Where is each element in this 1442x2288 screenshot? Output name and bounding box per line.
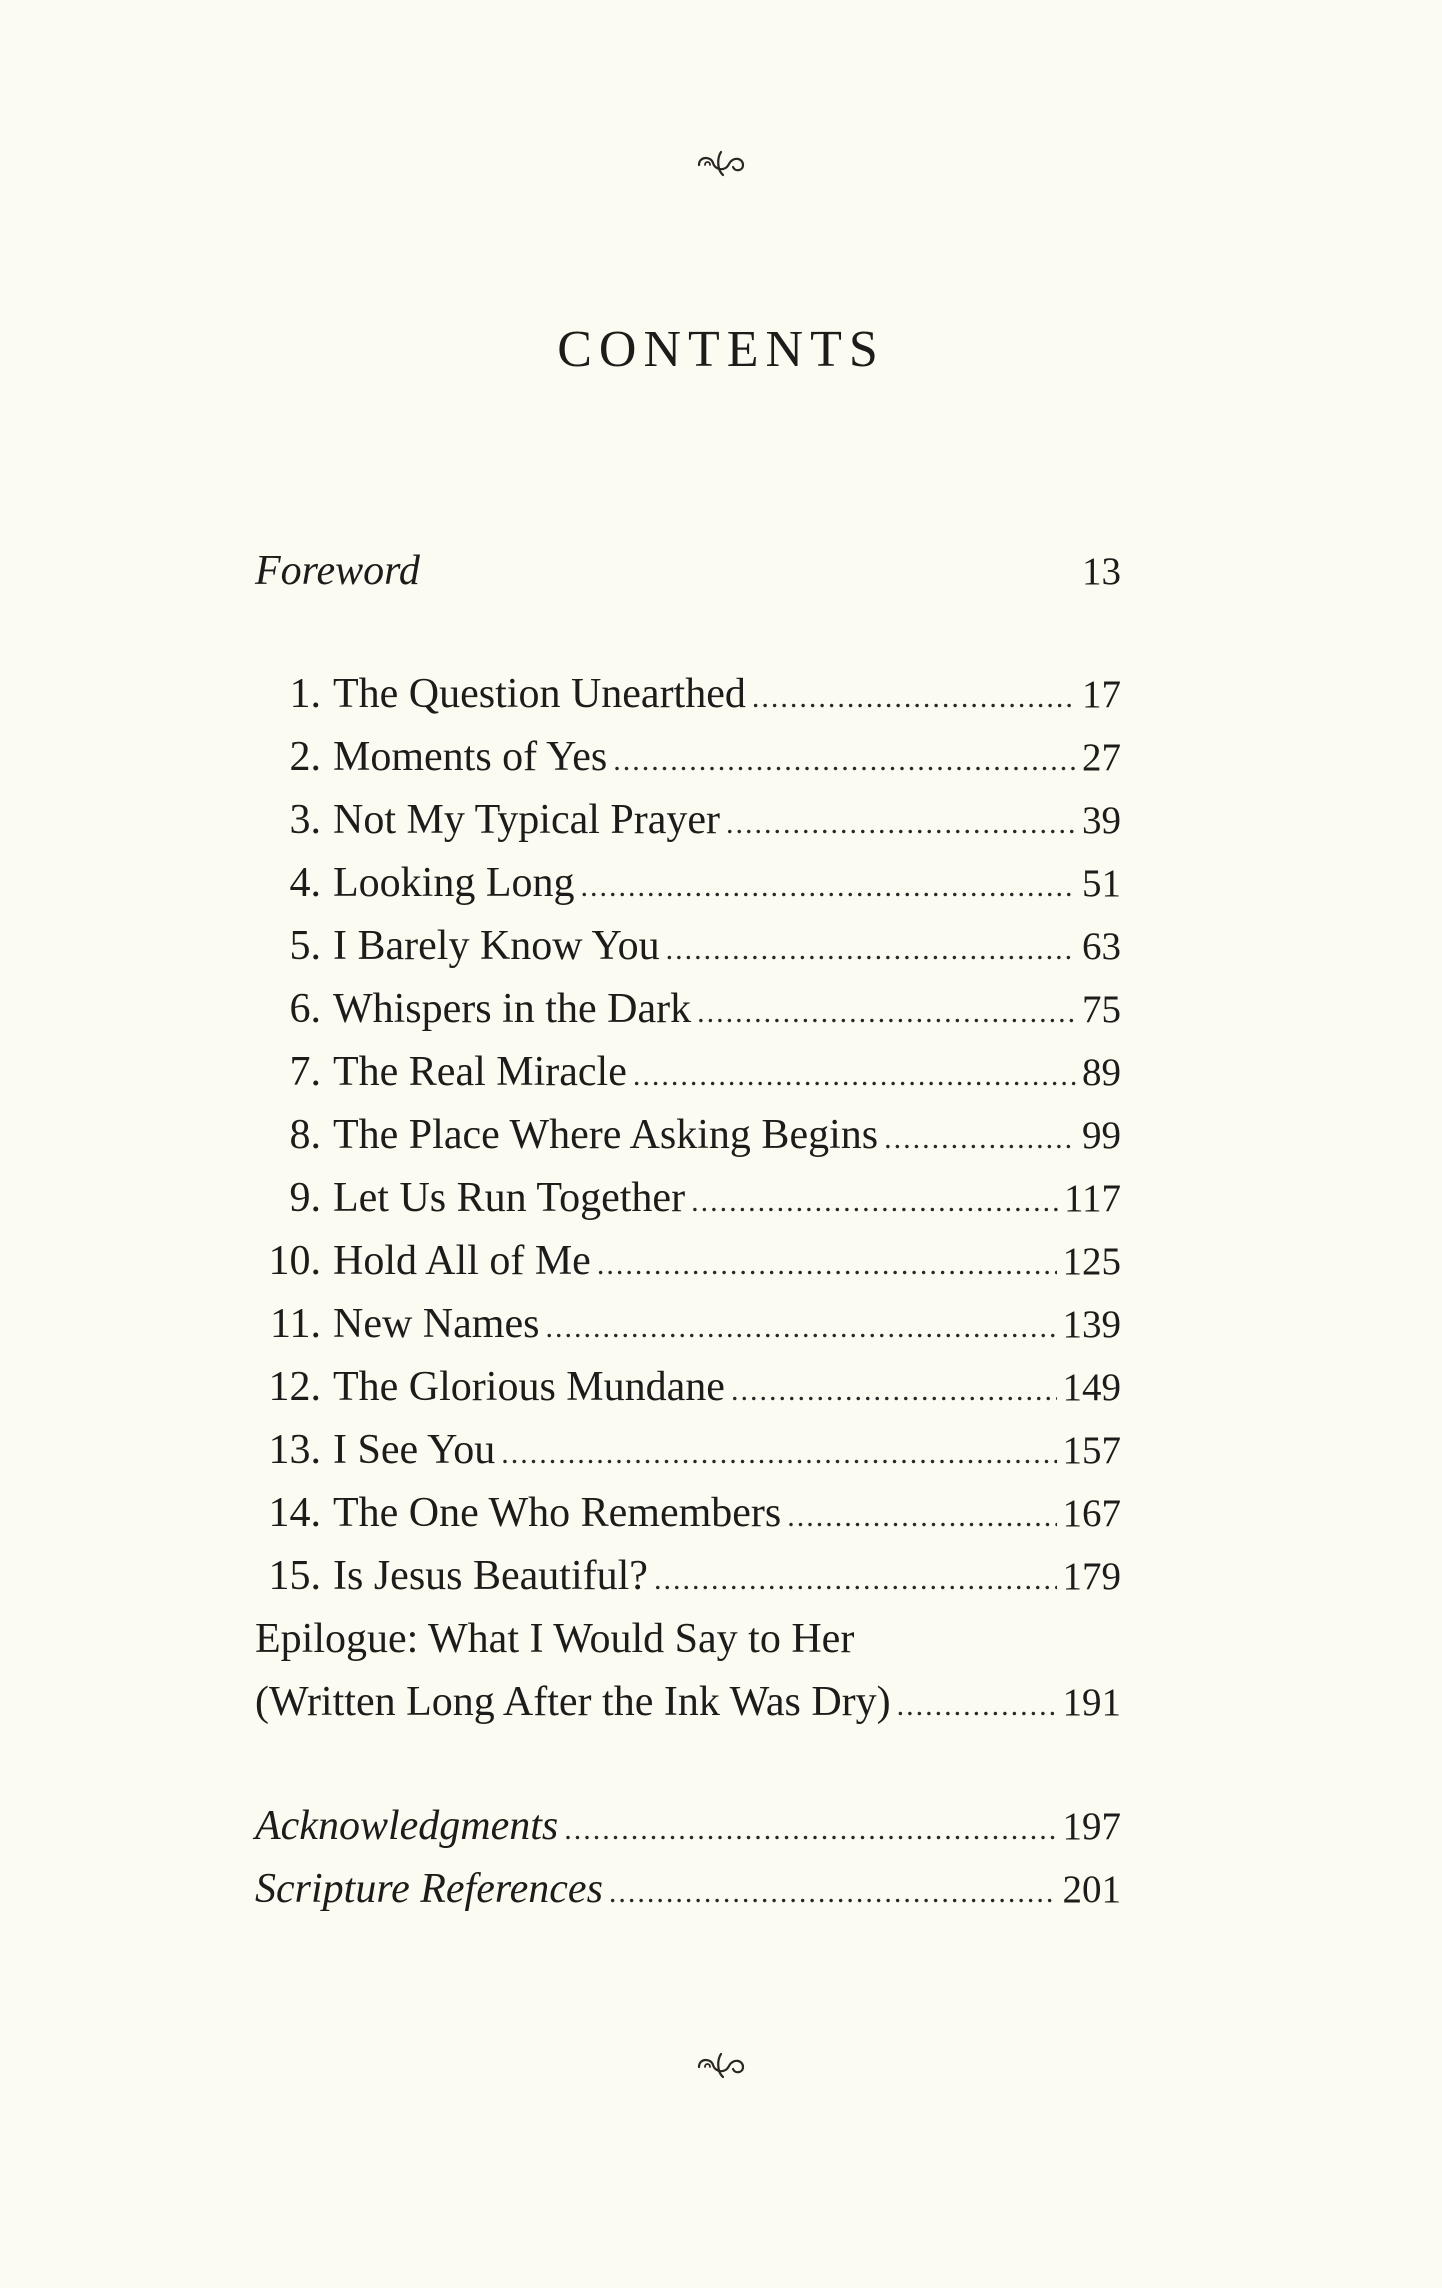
toc-entry-chapter[interactable] (255, 915, 1121, 978)
toc-entry-title: Let Us Run Together (333, 1175, 686, 1221)
toc-entry-title: Scripture References (255, 1866, 603, 1912)
dot-leader (884, 1107, 1076, 1170)
dot-leader (897, 1674, 1057, 1737)
dot-leader (609, 1861, 1057, 1924)
toc-entry-epilogue-line2[interactable] (255, 1671, 1121, 1734)
chapter-number: 6. (289, 986, 321, 1032)
toc-entry-page: 13 (1082, 550, 1121, 593)
dot-leader (654, 1548, 1057, 1611)
toc-entry-title: Epilogue: What I Would Say to Her (255, 1616, 855, 1662)
chapter-number: 14. (268, 1490, 321, 1536)
chapter-number: 15. (268, 1553, 321, 1599)
dot-leader (787, 1485, 1056, 1548)
toc-entry-chapter[interactable] (255, 1419, 1121, 1482)
toc-entry-foreword[interactable] (255, 540, 1121, 603)
chapter-number: 7. (289, 1049, 321, 1095)
toc-entry-page: 17 (1082, 673, 1121, 716)
toc-entry-page: 99 (1082, 1114, 1121, 1157)
bottom-ornament (0, 2050, 1442, 2085)
toc-entry-title: Foreword (255, 548, 420, 594)
toc-entry-page: 201 (1062, 1868, 1121, 1911)
toc-entry-title: The Glorious Mundane (333, 1364, 725, 1410)
toc-entry-chapter[interactable] (255, 726, 1121, 789)
dot-leader (731, 1359, 1057, 1422)
toc-entry-title: Not My Typical Prayer (333, 797, 721, 843)
dot-leader (580, 855, 1076, 918)
toc-entry-title: Is Jesus Beautiful? (333, 1553, 648, 1599)
chapter-number: 9. (289, 1175, 321, 1221)
toc-entry-chapter[interactable] (255, 1545, 1121, 1608)
toc-entry-acknowledgments[interactable] (255, 1795, 1121, 1858)
chapter-number: 2. (289, 734, 321, 780)
chapter-number: 8. (289, 1112, 321, 1158)
chapter-number: 12. (268, 1364, 321, 1410)
chapter-number: 11. (270, 1301, 321, 1347)
dot-leader (501, 1422, 1056, 1485)
toc-entry-page: 191 (1062, 1681, 1121, 1724)
toc-entry-chapter[interactable] (255, 789, 1121, 852)
chapter-number: 1. (289, 671, 321, 717)
dot-leader (752, 666, 1076, 729)
toc-entry-chapter[interactable] (255, 1167, 1121, 1230)
toc-entry-title: Moments of Yes (333, 734, 608, 780)
dot-leader (726, 792, 1076, 855)
chapter-list (255, 663, 1121, 1734)
toc-entry-title: I Barely Know You (333, 923, 660, 969)
page-title: CONTENTS (557, 321, 885, 378)
front-matter-list (255, 540, 1121, 603)
toc-entry-title: Hold All of Me (333, 1238, 591, 1284)
toc-entry-chapter[interactable] (255, 663, 1121, 726)
toc-entry-chapter[interactable] (255, 1230, 1121, 1293)
toc-entry-page: 149 (1062, 1366, 1121, 1409)
toc-entry-page: 157 (1062, 1429, 1121, 1472)
toc-entry-title: The One Who Remembers (333, 1490, 782, 1536)
toc-entry-page: 63 (1082, 925, 1121, 968)
toc-entry-page: 125 (1062, 1240, 1121, 1283)
toc-entry-chapter[interactable] (255, 978, 1121, 1041)
chapter-number: 13. (268, 1427, 321, 1473)
chapter-number: 4. (289, 860, 321, 906)
toc-entry-page: 167 (1062, 1492, 1121, 1535)
back-matter-list (255, 1795, 1121, 1921)
dot-leader (545, 1296, 1056, 1359)
toc-entry-chapter[interactable] (255, 1293, 1121, 1356)
dot-leader (666, 918, 1076, 981)
toc-entry-epilogue-line1[interactable] (255, 1608, 1121, 1671)
toc-entry-title: I See You (333, 1427, 496, 1473)
dot-leader (691, 1170, 1058, 1233)
top-ornament (0, 148, 1442, 183)
toc-entry-title: New Names (333, 1301, 540, 1347)
toc-entry-title: The Question Unearthed (333, 671, 746, 717)
toc-entry-title: The Place Where Asking Begins (333, 1112, 879, 1158)
toc-entry-page: 197 (1062, 1805, 1121, 1848)
toc-entry-page: 27 (1082, 736, 1121, 779)
toc-entry-page: 39 (1082, 799, 1121, 842)
dot-leader (564, 1798, 1056, 1861)
toc-entry-title: Looking Long (333, 860, 575, 906)
toc-entry-title: Whispers in the Dark (333, 986, 692, 1032)
dot-leader (697, 981, 1076, 1044)
chapter-number: 5. (289, 923, 321, 969)
fleuron-ornament-icon (695, 148, 747, 178)
toc-entry-chapter[interactable] (255, 1041, 1121, 1104)
dot-leader (597, 1233, 1057, 1296)
toc-entry-chapter[interactable] (255, 1104, 1121, 1167)
toc-entry-page: 75 (1082, 988, 1121, 1031)
toc-entry-page: 139 (1062, 1303, 1121, 1346)
toc-entry-title: (Written Long After the Ink Was Dry) (255, 1679, 891, 1725)
toc-entry-title: Acknowledgments (255, 1803, 559, 1849)
toc-entry-chapter[interactable] (255, 852, 1121, 915)
toc-entry-page: 117 (1063, 1177, 1121, 1220)
chapter-number: 3. (289, 797, 321, 843)
toc-entry-chapter[interactable] (255, 1482, 1121, 1545)
toc-entry-title: The Real Miracle (333, 1049, 627, 1095)
toc-entry-page: 51 (1082, 862, 1121, 905)
toc-entry-chapter[interactable] (255, 1356, 1121, 1419)
toc-entry-scripture-references[interactable] (255, 1858, 1121, 1921)
chapter-number: 10. (268, 1238, 321, 1284)
toc-entry-page: 89 (1082, 1051, 1121, 1094)
dot-leader (633, 1044, 1076, 1107)
toc-entry-page: 179 (1062, 1555, 1121, 1598)
fleuron-ornament-icon (695, 2050, 747, 2080)
dot-leader (613, 729, 1076, 792)
